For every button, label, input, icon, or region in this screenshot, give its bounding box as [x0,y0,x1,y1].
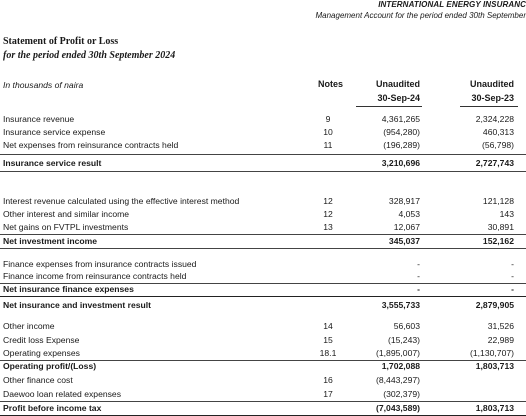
row-note: 10 [323,127,333,137]
table-row [0,388,526,401]
col2-status: Unaudited [470,79,514,89]
row-value-2024: (954,280) [383,127,420,137]
table-row [0,113,526,126]
column-header-row [0,79,526,92]
row-label: Profit before income tax [3,403,102,413]
row-value-2024: (7,043,589) [376,403,420,413]
table-row [0,402,526,415]
row-note: 17 [323,389,333,399]
row-note: 12 [323,196,333,206]
row-label: Other interest and similar income [3,209,130,219]
row-value-2023: 2,879,905 [475,300,514,310]
col2-date: 30-Sep-23 [471,93,514,103]
row-value-2023: 2,324,228 [475,114,514,124]
row-value-2024: - [417,271,420,281]
row-value-2023: 22,989 [487,335,514,345]
row-label: Other finance cost [3,375,73,385]
row-value-2023: (56,798) [481,140,514,150]
row-label: Operating profit/(Loss) [3,361,97,371]
row-label: Insurance service expense [3,127,106,137]
row-note: 9 [325,114,331,124]
divider [0,171,526,172]
divider [0,154,526,155]
divider [0,248,526,249]
row-note: 12 [323,209,333,219]
row-note: 13 [323,222,333,232]
row-value-2024: 4,053 [398,209,420,219]
col1-status: Unaudited [376,79,420,89]
table-row [0,221,526,234]
row-label: Finance expenses from insurance contracts issued [3,259,197,269]
row-value-2024: 4,361,265 [381,114,420,124]
table-row [0,157,526,170]
row-label: Daewoo loan related expenses [3,389,122,399]
row-value-2024: 3,210,696 [381,158,420,168]
table-row [0,320,526,333]
table-row [0,299,526,312]
row-label: Interest revenue calculated using the effective interest method [3,196,240,206]
statement-period: for the period ended 30th September 2024 [3,50,176,61]
divider [0,296,526,297]
row-note: 18.1 [319,348,337,358]
table-row [0,270,526,283]
row-value-2023: 152,162 [482,236,514,246]
table-row [0,126,526,139]
row-label: Finance income from reinsurance contracts held [3,271,187,281]
row-value-2024: - [417,259,420,269]
table-row [0,195,526,208]
col1-date: 30-Sep-24 [377,93,420,103]
row-label: Insurance revenue [3,114,75,124]
col1-header-underline [356,106,422,107]
row-value-2023: - [511,271,514,281]
row-value-2023: 2,727,743 [475,158,514,168]
row-value-2023: 30,891 [487,222,514,232]
col2-header-underline [460,106,518,107]
table-row [0,334,526,347]
row-value-2024: 56,603 [393,321,420,331]
row-value-2024: (302,379) [383,389,420,399]
row-note: 16 [323,375,333,385]
row-value-2023: 460,313 [482,127,514,137]
row-value-2023: 1,803,713 [475,403,514,413]
row-label: Net insurance finance expenses [3,284,134,294]
row-value-2024: (1,895,007) [376,348,420,358]
row-value-2024: 328,917 [388,196,420,206]
row-label: Net insurance and investment result [3,300,152,310]
row-note: 15 [323,335,333,345]
table-row [0,208,526,221]
row-value-2023: 143 [499,209,514,219]
row-label: Insurance service result [3,158,102,168]
row-value-2024: 1,702,088 [381,361,420,371]
table-row [0,283,526,296]
table-row [0,347,526,360]
table-row [0,374,526,387]
units-label: In thousands of naira [3,80,84,90]
row-value-2024: (15,243) [387,335,420,345]
row-value-2023: 1,803,713 [475,361,514,371]
row-value-2024: (8,443,297) [376,375,420,385]
row-value-2023: - [511,259,514,269]
statement-title: Statement of Profit or Loss [3,36,119,47]
row-value-2024: 3,555,733 [381,300,420,310]
row-label: Other income [3,321,55,331]
company-name: INTERNATIONAL ENERGY INSURANC [378,0,526,9]
table-row [0,235,526,248]
row-value-2024: - [417,284,420,294]
row-value-2023: 31,526 [487,321,514,331]
row-value-2024: 345,037 [388,236,420,246]
row-label: Net expenses from reinsurance contracts held [3,140,179,150]
notes-header: Notes [318,79,344,89]
row-label: Operating expenses [3,348,80,358]
report-subtitle: Management Account for the period ended 30th September [315,11,526,20]
row-note: 11 [323,140,333,150]
table-row [0,360,526,373]
row-note: 14 [323,321,333,331]
row-value-2023: - [511,284,514,294]
table-row [0,139,526,152]
row-value-2024: 12,067 [393,222,420,232]
row-value-2024: (196,289) [383,140,420,150]
row-value-2023: (1,130,707) [470,348,514,358]
row-label: Net investment income [3,236,98,246]
row-label: Credit loss Expense [3,335,80,345]
row-label: Net gains on FVTPL investments [3,222,129,232]
row-value-2023: 121,128 [482,196,514,206]
